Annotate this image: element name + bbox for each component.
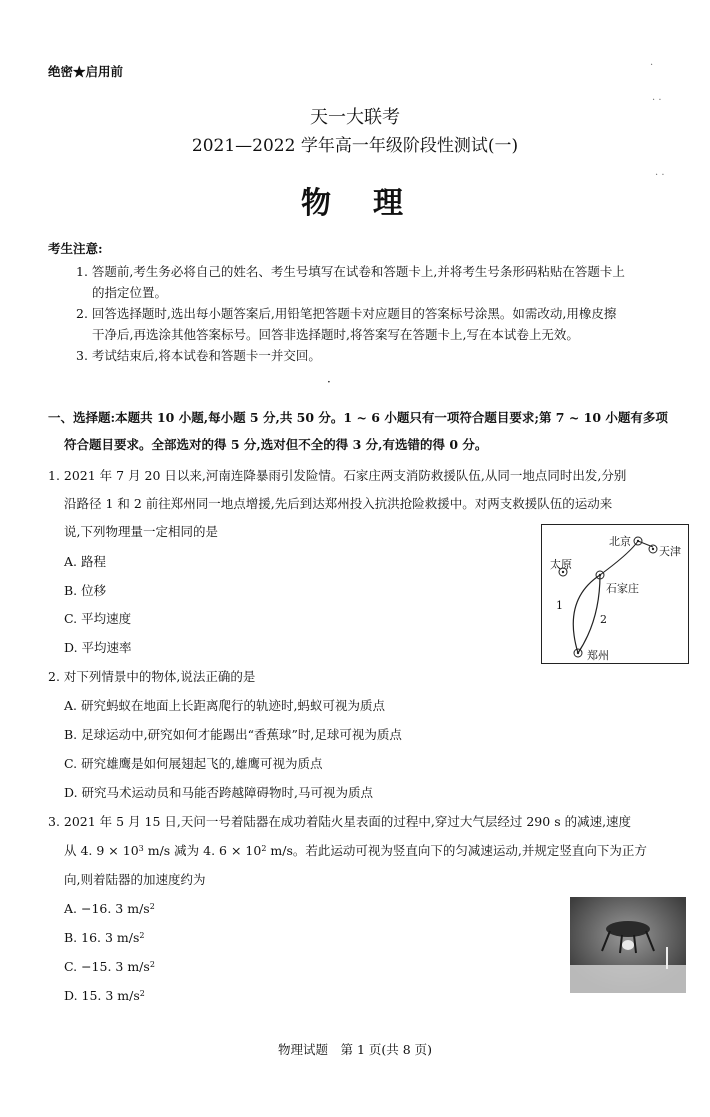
- q3-option-a: A. −16. 3 $m/s^2$: [64, 901, 155, 916]
- label-path-2: 2: [600, 613, 607, 626]
- q3-option-d: D. 15. 3 $m/s^2$: [64, 988, 145, 1003]
- q1-option-a: A. 路程: [64, 554, 106, 569]
- q3-v2-base: m/s 减为 4. 6 × 10: [143, 843, 262, 858]
- q3-option-c: C. −15. 3 $m/s^2$: [64, 959, 155, 974]
- notice-item-2-cont: 干净后,再选涂其他答案标号。回答非选择题时,将答案写在答题卡上,写在本试卷上无效。: [92, 327, 579, 342]
- q3-v1-exp: 3: [138, 844, 144, 853]
- zhengzhou-marker: [574, 649, 582, 657]
- path-2: [578, 575, 600, 653]
- q3-v1-base: 从 4. 9 × 10: [64, 843, 139, 858]
- q2-option-a: A. 研究蚂蚁在地面上长距离爬行的轨迹时,蚂蚁可视为质点: [64, 698, 385, 713]
- label-zhengzhou: 郑州: [587, 649, 609, 662]
- notice-item-3: 3. 考试结束后,将本试卷和答题卡一并交回。: [76, 348, 321, 363]
- stray-dot: ·: [327, 375, 331, 389]
- section-heading: 一、选择题:本题共 10 小题,每小题 5 分,共 50 分。1 ~ 6 小题只有一项符合题目要求;第 7 ~ 10 小题有多项: [48, 410, 668, 425]
- notice-item-2: 2. 回答选择题时,选出每小题答案后,用铅笔把答题卡对应题目的答案标号涂黑。如需改动,用橡皮擦: [76, 306, 617, 321]
- q3-v2-exp: 2: [261, 844, 267, 853]
- label-beijing: 北京: [609, 535, 631, 548]
- q2-option-c: C. 研究雄鹰是如何展翅起飞的,雄鹰可视为质点: [64, 756, 323, 771]
- route-map-figure: [541, 524, 689, 664]
- q2-stem: 2. 对下列情景中的物体,说法正确的是: [48, 669, 256, 684]
- lander-photo-svg: [570, 897, 686, 993]
- q1-option-b: B. 位移: [64, 583, 107, 598]
- scan-mark: ·: [650, 60, 654, 71]
- label-tianjin: 天津: [659, 545, 681, 558]
- label-taiyuan: 太原: [550, 558, 572, 571]
- q1-stem-cont2: 说,下列物理量一定相同的是: [64, 524, 218, 539]
- page-footer: 物理试题 第 1 页(共 8 页): [277, 1042, 433, 1057]
- lander-body: [606, 921, 650, 937]
- scan-mark: · ·: [655, 170, 665, 181]
- q3-option-b: B. 16. 3 $m/s^2$: [64, 930, 145, 945]
- q1-option-c: C. 平均速度: [64, 611, 132, 626]
- beijing-marker: [634, 537, 642, 545]
- lander-thruster: [622, 940, 634, 950]
- label-shijiazhuang: 石家庄: [606, 582, 639, 595]
- path-1: [573, 575, 600, 653]
- label-path-1: 1: [556, 599, 563, 612]
- org-name: 天一大联考: [310, 107, 400, 128]
- q1-stem: 1. 2021 年 7 月 20 日以来,河南连降暴雨引发险情。石家庄两支消防救援队伍,从同一地点同时出发,分别: [48, 468, 627, 483]
- q1-stem-cont: 沿路径 1 和 2 前往郑州同一地点增援,先后到达郑州投入抗洪抢险救援中。对两支救援队伍的运动来: [64, 496, 613, 511]
- tianjin-marker: [649, 545, 657, 553]
- q3-stem-cont: [64, 842, 647, 860]
- q3-stem-cont2: 向,则着陆器的加速度约为: [64, 872, 206, 887]
- q1-option-d: D. 平均速率: [64, 640, 132, 655]
- q2-option-d: D. 研究马术运动员和马能否跨越障碍物时,马可视为质点: [64, 785, 373, 800]
- section-heading-cont: 符合题目要求。全部选对的得 5 分,选对但不全的得 3 分,有选错的得 0 分。: [64, 437, 488, 452]
- subject-title: 物 理: [301, 186, 409, 221]
- exam-title: 2021—2022 学年高一年级阶段性测试(一): [191, 136, 519, 156]
- notice-title: 考生注意:: [48, 241, 103, 256]
- notice-item-1-cont: 的指定位置。: [92, 285, 168, 300]
- notice-item-1: 1. 答题前,考生务必将自己的姓名、考生号填写在试卷和答题卡上,并将考生号条形码粘贴在答题卡上: [76, 264, 625, 279]
- scan-mark: · ·: [652, 95, 662, 106]
- q3-stem-rest: m/s。若此运动可视为竖直向下的匀减速运动,并规定竖直向下为正方: [266, 843, 647, 858]
- lander-photo: [570, 897, 686, 993]
- q2-option-b: B. 足球运动中,研究如何才能踢出“香蕉球”时,足球可视为质点: [64, 727, 402, 742]
- confidential-label: 绝密★启用前: [48, 64, 124, 79]
- q3-stem: 3. 2021 年 5 月 15 日,天问一号着陆器在成功着陆火星表面的过程中,穿过大气层经过 290 s 的减速,速度: [48, 814, 632, 829]
